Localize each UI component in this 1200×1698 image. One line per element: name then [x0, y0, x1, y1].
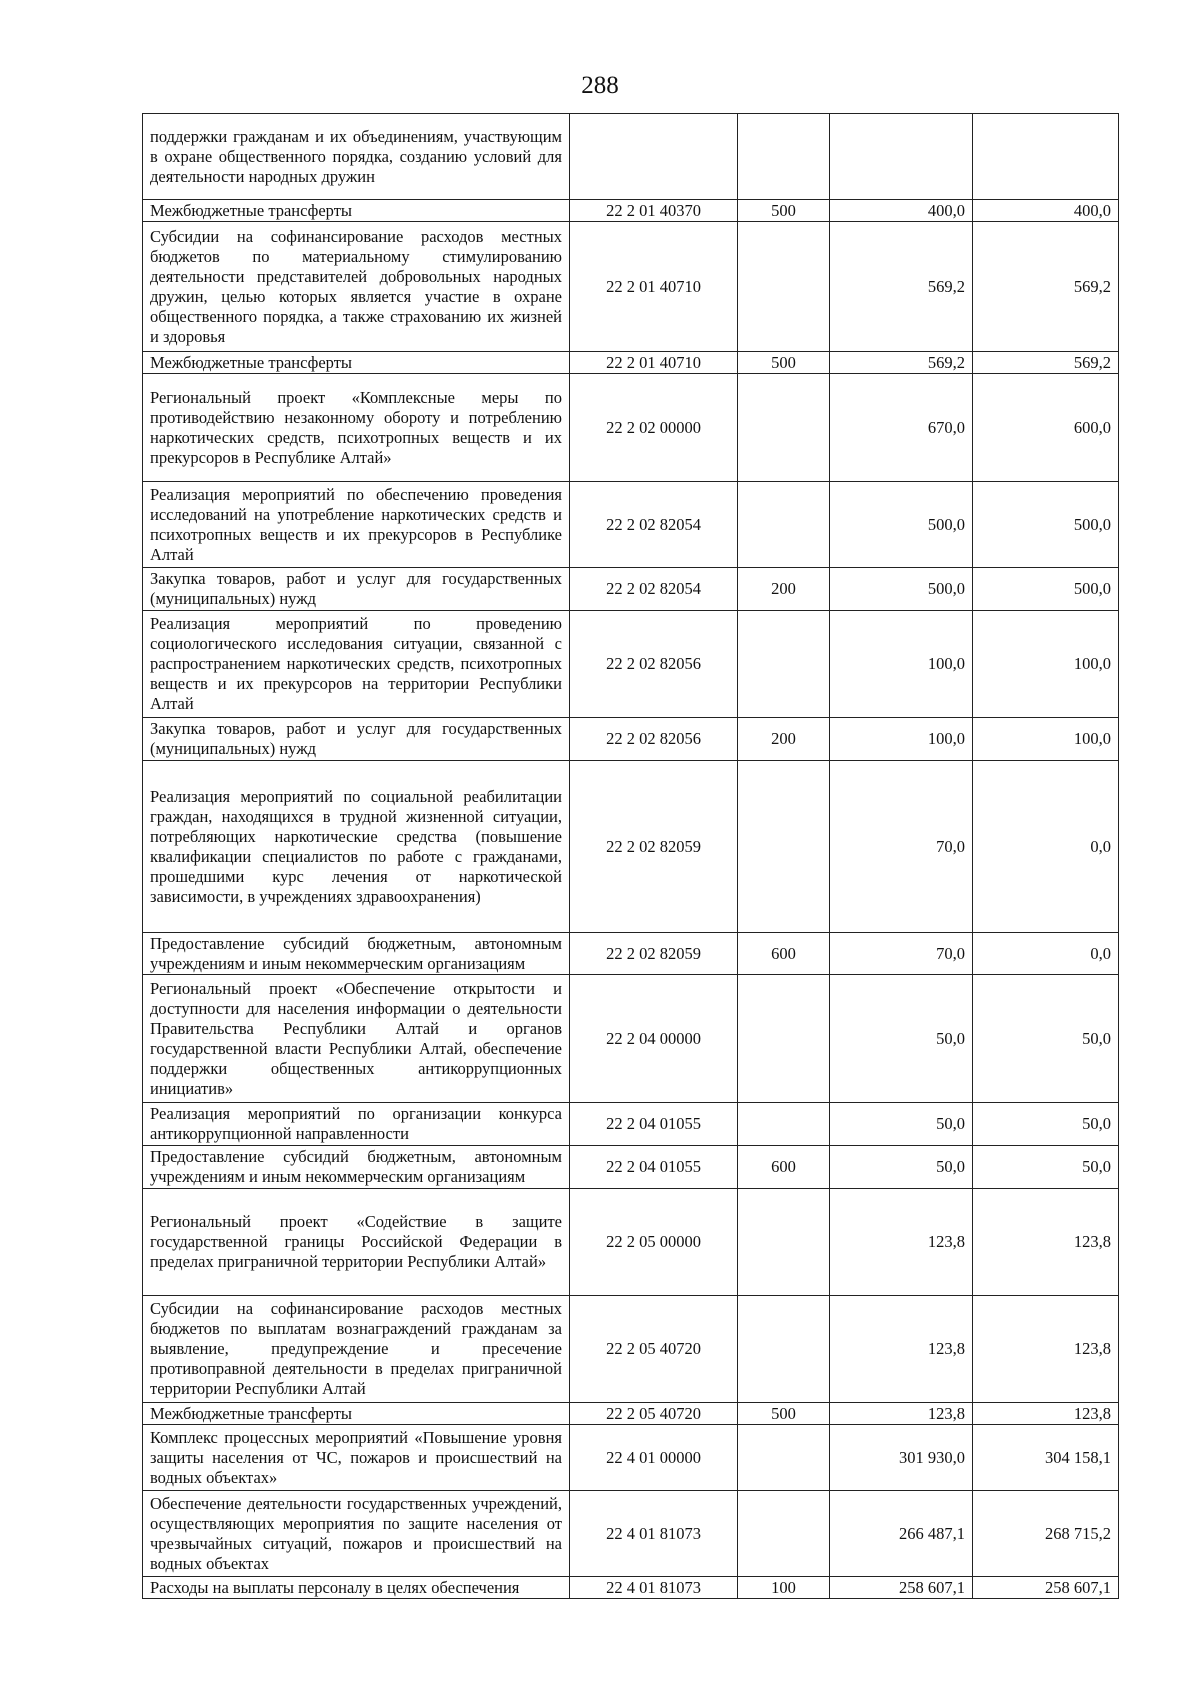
row-expense-type: 500	[738, 352, 830, 374]
row-name: Реализация мероприятий по организации конкурса антикоррупционной направленности	[143, 1103, 570, 1146]
row-name: Межбюджетные трансферты	[143, 200, 570, 222]
row-expense-type	[738, 761, 830, 933]
row-expense-type: 100	[738, 1577, 830, 1599]
row-sum-2: 50,0	[973, 975, 1119, 1103]
table-row	[143, 200, 1119, 222]
row-sum-1: 400,0	[830, 200, 973, 222]
table-body	[143, 114, 1119, 1599]
table-row	[143, 1491, 1119, 1577]
row-name: Реализация мероприятий по социальной реабилитации граждан, находящихся в трудной жизненной ситуации, потребляющих наркотические средства (повышение квалификации специалистов по работе с гражданами, прошедшими курс лечения от наркотической зависимости, в учреждениях здравоохранения)	[143, 761, 570, 933]
row-code: 22 4 01 81073	[570, 1491, 738, 1577]
table-row	[143, 222, 1119, 352]
row-expense-type: 600	[738, 933, 830, 975]
row-code: 22 2 02 82054	[570, 568, 738, 611]
row-expense-type: 600	[738, 1146, 830, 1189]
row-sum-2: 100,0	[973, 611, 1119, 718]
table-row	[143, 933, 1119, 975]
row-sum-1: 70,0	[830, 761, 973, 933]
row-sum-2: 268 715,2	[973, 1491, 1119, 1577]
row-name: Реализация мероприятий по проведению социологического исследования ситуации, связанной с распространением наркотических средств, психотропных веществ и их прекурсоров на территории Республики Алтай	[143, 611, 570, 718]
row-expense-type	[738, 374, 830, 482]
budget-table	[142, 113, 1119, 1599]
row-name: Предоставление субсидий бюджетным, автономным учреждениям и иным некоммерческим организациям	[143, 933, 570, 975]
table-row	[143, 1425, 1119, 1491]
row-sum-1	[830, 114, 973, 200]
row-code: 22 2 04 01055	[570, 1146, 738, 1189]
row-code	[570, 114, 738, 200]
row-sum-2	[973, 114, 1119, 200]
row-sum-1: 500,0	[830, 482, 973, 568]
table-row	[143, 482, 1119, 568]
table-row	[143, 718, 1119, 761]
row-expense-type	[738, 1425, 830, 1491]
row-name: Расходы на выплаты персоналу в целях обеспечения	[143, 1577, 570, 1599]
row-code: 22 2 02 82056	[570, 611, 738, 718]
table-row	[143, 374, 1119, 482]
row-expense-type	[738, 1189, 830, 1296]
row-name: поддержки гражданам и их объединениям, участвующим в охране общественного порядка, созданию условий для деятельности народных дружин	[143, 114, 570, 200]
row-sum-2: 123,8	[973, 1403, 1119, 1425]
row-expense-type: 200	[738, 568, 830, 611]
row-name: Закупка товаров, работ и услуг для государственных (муниципальных) нужд	[143, 568, 570, 611]
row-expense-type: 500	[738, 200, 830, 222]
row-sum-2: 0,0	[973, 761, 1119, 933]
row-expense-type	[738, 1296, 830, 1403]
row-expense-type	[738, 611, 830, 718]
row-name: Региональный проект «Обеспечение открытости и доступности для населения информации о деятельности Правительства Республики Алтай и органов государственной власти Республики Алтай, обеспечение поддержки общественных антикоррупционных инициатив»	[143, 975, 570, 1103]
row-sum-1: 670,0	[830, 374, 973, 482]
row-name: Закупка товаров, работ и услуг для государственных (муниципальных) нужд	[143, 718, 570, 761]
table-row	[143, 114, 1119, 200]
row-code: 22 2 02 82059	[570, 933, 738, 975]
table-row	[143, 1296, 1119, 1403]
row-sum-2: 50,0	[973, 1103, 1119, 1146]
row-name: Региональный проект «Комплексные меры по противодействию незаконному обороту и потреблению наркотических средств, психотропных веществ и их прекурсоров в Республике Алтай»	[143, 374, 570, 482]
row-sum-1: 100,0	[830, 611, 973, 718]
row-sum-1: 50,0	[830, 975, 973, 1103]
row-sum-2: 400,0	[973, 200, 1119, 222]
row-sum-2: 500,0	[973, 482, 1119, 568]
row-code: 22 2 02 82054	[570, 482, 738, 568]
page-number: 288	[581, 72, 619, 99]
row-code: 22 2 01 40710	[570, 352, 738, 374]
row-name: Реализация мероприятий по обеспечению проведения исследований на употребление наркотических средств и психотропных веществ и их прекурсоров в Республике Алтай	[143, 482, 570, 568]
row-sum-2: 100,0	[973, 718, 1119, 761]
row-expense-type	[738, 1103, 830, 1146]
row-expense-type	[738, 222, 830, 352]
row-code: 22 2 02 82056	[570, 718, 738, 761]
row-expense-type: 500	[738, 1403, 830, 1425]
row-code: 22 4 01 00000	[570, 1425, 738, 1491]
row-name: Региональный проект «Содействие в защите государственной границы Российской Федерации в пределах приграничной территории Республики Алтай»	[143, 1189, 570, 1296]
row-sum-1: 70,0	[830, 933, 973, 975]
row-code: 22 2 05 40720	[570, 1403, 738, 1425]
row-sum-1: 123,8	[830, 1403, 973, 1425]
row-sum-2: 569,2	[973, 222, 1119, 352]
row-code: 22 2 05 00000	[570, 1189, 738, 1296]
row-name: Обеспечение деятельности государственных учреждений, осуществляющих мероприятия по защите населения от чрезвычайных ситуаций, пожаров и происшествий на водных объектах	[143, 1491, 570, 1577]
row-sum-2: 123,8	[973, 1189, 1119, 1296]
row-expense-type: 200	[738, 718, 830, 761]
row-sum-1: 301 930,0	[830, 1425, 973, 1491]
table-row	[143, 1577, 1119, 1599]
row-sum-1: 100,0	[830, 718, 973, 761]
row-code: 22 2 01 40710	[570, 222, 738, 352]
table-row	[143, 1403, 1119, 1425]
row-code: 22 2 01 40370	[570, 200, 738, 222]
table-row	[143, 568, 1119, 611]
table-row	[143, 611, 1119, 718]
table-row	[143, 761, 1119, 933]
row-sum-2: 569,2	[973, 352, 1119, 374]
table-row	[143, 352, 1119, 374]
row-sum-1: 569,2	[830, 352, 973, 374]
row-name: Субсидии на софинансирование расходов местных бюджетов по выплатам вознаграждений гражданам за выявление, предупреждение и пресечение противоправной деятельности в пределах приграничной территории Республики Алтай	[143, 1296, 570, 1403]
row-code: 22 2 02 82059	[570, 761, 738, 933]
row-sum-1: 569,2	[830, 222, 973, 352]
row-name: Комплекс процессных мероприятий «Повышение уровня защиты населения от ЧС, пожаров и происшествий на водных объектах»	[143, 1425, 570, 1491]
row-sum-1: 500,0	[830, 568, 973, 611]
row-name: Субсидии на софинансирование расходов местных бюджетов по материальному стимулированию деятельности представителей добровольных народных дружин, целью которых является участие в охране общественного порядка, а также страхованию их жизней и здоровья	[143, 222, 570, 352]
row-sum-2: 123,8	[973, 1296, 1119, 1403]
row-name: Межбюджетные трансферты	[143, 352, 570, 374]
row-expense-type	[738, 975, 830, 1103]
row-expense-type	[738, 1491, 830, 1577]
row-sum-1: 258 607,1	[830, 1577, 973, 1599]
row-sum-1: 123,8	[830, 1296, 973, 1403]
row-sum-2: 0,0	[973, 933, 1119, 975]
row-sum-2: 600,0	[973, 374, 1119, 482]
table-row	[143, 1103, 1119, 1146]
row-code: 22 2 02 00000	[570, 374, 738, 482]
row-expense-type	[738, 482, 830, 568]
row-code: 22 2 04 00000	[570, 975, 738, 1103]
table-row	[143, 1189, 1119, 1296]
row-name: Межбюджетные трансферты	[143, 1403, 570, 1425]
row-sum-1: 123,8	[830, 1189, 973, 1296]
row-sum-2: 50,0	[973, 1146, 1119, 1189]
row-code: 22 4 01 81073	[570, 1577, 738, 1599]
table-row	[143, 1146, 1119, 1189]
row-sum-1: 50,0	[830, 1146, 973, 1189]
row-code: 22 2 05 40720	[570, 1296, 738, 1403]
row-name: Предоставление субсидий бюджетным, автономным учреждениям и иным некоммерческим организациям	[143, 1146, 570, 1189]
row-expense-type	[738, 114, 830, 200]
row-sum-1: 266 487,1	[830, 1491, 973, 1577]
row-sum-2: 500,0	[973, 568, 1119, 611]
row-sum-1: 50,0	[830, 1103, 973, 1146]
table-row	[143, 975, 1119, 1103]
row-sum-2: 258 607,1	[973, 1577, 1119, 1599]
row-code: 22 2 04 01055	[570, 1103, 738, 1146]
row-sum-2: 304 158,1	[973, 1425, 1119, 1491]
